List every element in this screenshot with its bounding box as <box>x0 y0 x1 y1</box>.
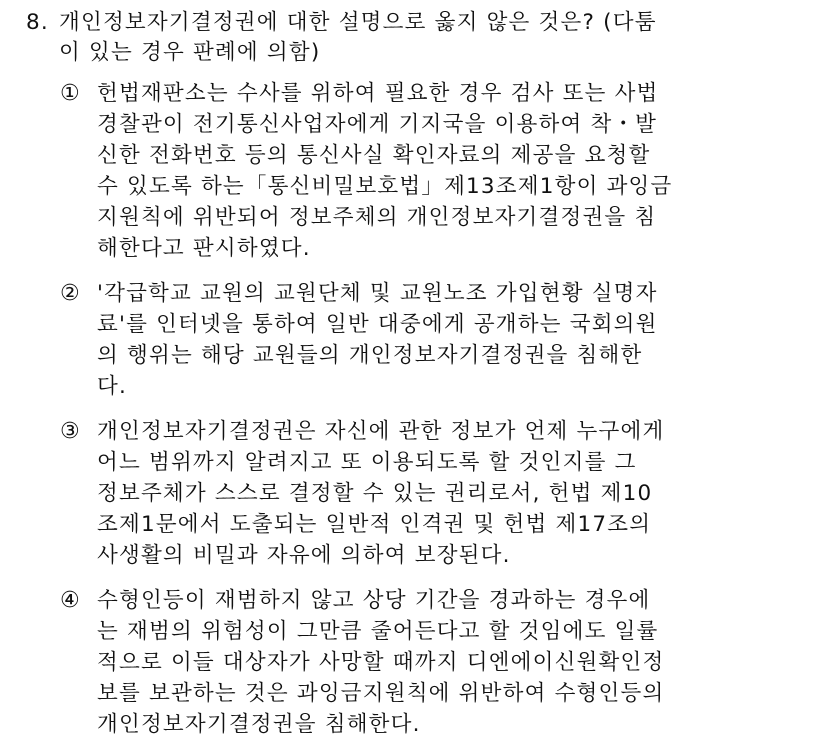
option-1[interactable] <box>26 78 786 264</box>
option-line: '각급학교 교원의 교원단체 및 교원노조 가입현황 실명자 <box>97 281 658 306</box>
option-line: 료'를 인터넷을 통하여 일반 대중에게 공개하는 국회의원 <box>97 312 658 337</box>
option-line: 수형인등이 재범하지 않고 상당 기간을 경과하는 경우에 <box>97 588 651 613</box>
option-line: 어느 범위까지 알려지고 또 이용되도록 할 것인지를 그 <box>97 450 637 475</box>
option-marker: ④ <box>60 588 81 613</box>
option-line: 헌법재판소는 수사를 위하여 필요한 경우 검사 또는 사법 <box>97 81 659 106</box>
option-line: 적으로 이들 대상자가 사망할 때까지 디엔에이신원확인정 <box>97 650 665 675</box>
option-line: 의 행위는 해당 교원들의 개인정보자기결정권을 침해한 <box>97 343 643 368</box>
answer-options <box>26 78 786 740</box>
option-line: 경찰관이 전기통신사업자에게 기지국을 이용하여 착・발 <box>97 112 658 137</box>
option-line: 해한다고 판시하였다. <box>97 236 311 261</box>
option-line: 수 있도록 하는「통신비밀보호법」제13조제1항이 과잉금 <box>97 174 673 199</box>
option-2[interactable] <box>26 278 786 402</box>
option-line: 보를 보관하는 것은 과잉금지원칙에 위반하여 수형인등의 <box>97 681 665 706</box>
option-line: 사생활의 비밀과 자유에 의하여 보장된다. <box>97 543 511 568</box>
question-line: 이 있는 경우 판례에 의함) <box>59 40 321 65</box>
question-line <box>26 8 786 38</box>
option-line: 개인정보자기결정권을 침해한다. <box>97 712 421 737</box>
option-line: 다. <box>97 374 128 399</box>
option-3[interactable] <box>26 416 786 571</box>
option-4[interactable] <box>26 585 786 740</box>
option-line: 개인정보자기결정권은 자신에 관한 정보가 언제 누구에게 <box>97 419 665 444</box>
question-number: 8. <box>26 10 49 35</box>
option-marker: ① <box>60 81 81 106</box>
option-line: 신한 전화번호 등의 통신사실 확인자료의 제공을 요청할 <box>97 143 651 168</box>
question-text: 개인정보자기결정권에 대한 설명으로 옳지 않은 것은? (다툼 <box>59 10 657 35</box>
option-line: 는 재범의 위험성이 그만큼 줄어든다고 할 것임에도 일률 <box>97 619 659 644</box>
option-marker: ② <box>60 281 81 306</box>
option-line: 조제1문에서 도출되는 일반적 인격권 및 헌법 제17조의 <box>97 512 652 537</box>
option-line: 정보주체가 스스로 결정할 수 있는 권리로서, 헌법 제10 <box>97 481 653 506</box>
option-line: 지원칙에 위반되어 정보주체의 개인정보자기결정권을 침 <box>97 205 657 230</box>
question-stem <box>26 8 786 68</box>
option-marker: ③ <box>60 419 81 444</box>
